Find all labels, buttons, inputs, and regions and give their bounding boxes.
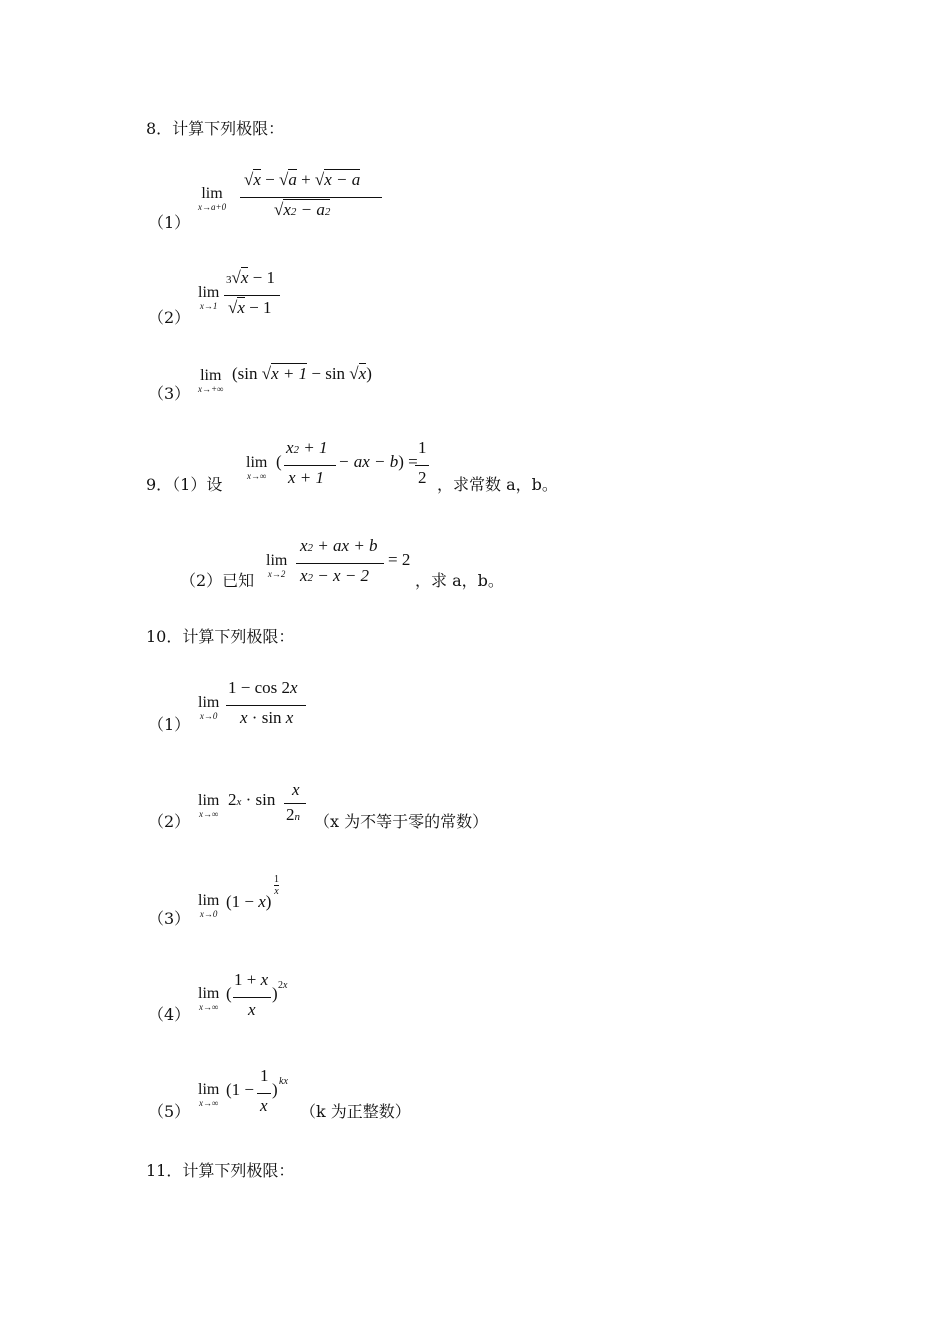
q10-item5-note: （k 为正整数）	[300, 1102, 411, 1121]
lim-subscript: x→1	[199, 301, 218, 311]
q10-item2-label: （2）	[148, 812, 191, 831]
lim-word: lim	[201, 185, 223, 202]
q10-item4-lim	[198, 986, 219, 1012]
q10-item5-label: （5）	[148, 1102, 191, 1121]
lim-word: lim	[200, 367, 222, 384]
lim-word: lim	[246, 454, 268, 471]
lim-subscript: x→∞	[198, 1002, 219, 1012]
rhs-numerator: 1	[418, 438, 427, 457]
lim-subscript: x→∞	[198, 809, 219, 819]
q8-item3-lim	[198, 368, 223, 394]
q8-item2-label: （2）	[148, 308, 191, 327]
lim-word: lim	[198, 985, 220, 1002]
lim-word: lim	[198, 1081, 220, 1098]
q8-item2-lim	[198, 285, 219, 311]
q10-item3-lim	[198, 893, 219, 919]
q9-part1-tail: ，求常数 a，b。	[437, 475, 558, 494]
lim-subscript: x→2	[267, 569, 286, 579]
q9-part2-lim	[266, 553, 287, 579]
q10-item1-label: （1）	[148, 715, 191, 734]
q9-part1-lim	[246, 455, 267, 481]
lim-subscript: x→+∞	[198, 384, 224, 394]
q9-part2-expression: x2 + ax + b x2 − x − 2 = 2	[296, 534, 416, 594]
lim-word: lim	[198, 792, 220, 809]
lim-subscript: x→∞	[246, 471, 267, 481]
lim-subscript: x→0	[199, 711, 218, 721]
q10-title: 10．计算下列极限：	[146, 627, 295, 646]
q8-item1-fraction: √x − √a + √x − a √x2 − a2	[240, 168, 382, 228]
lim-subscript: x→0	[199, 909, 218, 919]
q10-item5-lim	[198, 1082, 219, 1108]
q10-item1-lim	[198, 695, 219, 721]
lim-subscript: x→∞	[198, 1098, 219, 1108]
q9-part2-tail: ，求 a，b。	[415, 571, 504, 590]
lim-subscript: x→a+0	[198, 202, 227, 212]
q8-item1-label: （1）	[148, 213, 191, 232]
q8-item1-lim	[198, 186, 226, 212]
rhs-value: = 2	[388, 550, 411, 569]
q10-item2-expression: 2x · sin x 2n	[228, 778, 314, 838]
q10-item1-fraction: 1 − cos 2x x · sin x	[226, 676, 306, 736]
lim-word: lim	[198, 892, 220, 909]
rhs-denominator: 2	[418, 468, 427, 487]
lim-word: lim	[198, 284, 220, 301]
q8-item2-fraction: 3√x − 1 √x − 1	[224, 266, 280, 326]
q10-item3-expression: (1 − x) 1 x	[226, 874, 279, 911]
q11-title: 11．计算下列极限：	[146, 1161, 295, 1180]
q10-item2-lim	[198, 793, 219, 819]
q9-part1-label: 9．（1）设	[146, 475, 223, 494]
q9-part2-label: （2）已知	[180, 571, 255, 590]
lim-word: lim	[266, 552, 288, 569]
q10-item4-expression: ( 1 + x x ) 2x	[226, 970, 288, 1019]
q10-item3-label: （3）	[148, 909, 191, 928]
q9-part1-expression: ( x2 + 1 x + 1 − ax − b) = 1 2	[276, 436, 426, 496]
q8-item3-label: （3）	[148, 384, 191, 403]
lim-word: lim	[198, 694, 220, 711]
q10-item5-expression: (1 − 1 x ) kx	[226, 1066, 288, 1115]
q8-item3-expression: (sin √x + 1 − sin √x)	[232, 364, 372, 383]
q10-item4-label: （4）	[148, 1005, 191, 1024]
q10-item2-note: （x 为不等于零的常数）	[314, 812, 489, 831]
q8-title: 8．计算下列极限：	[146, 119, 285, 138]
